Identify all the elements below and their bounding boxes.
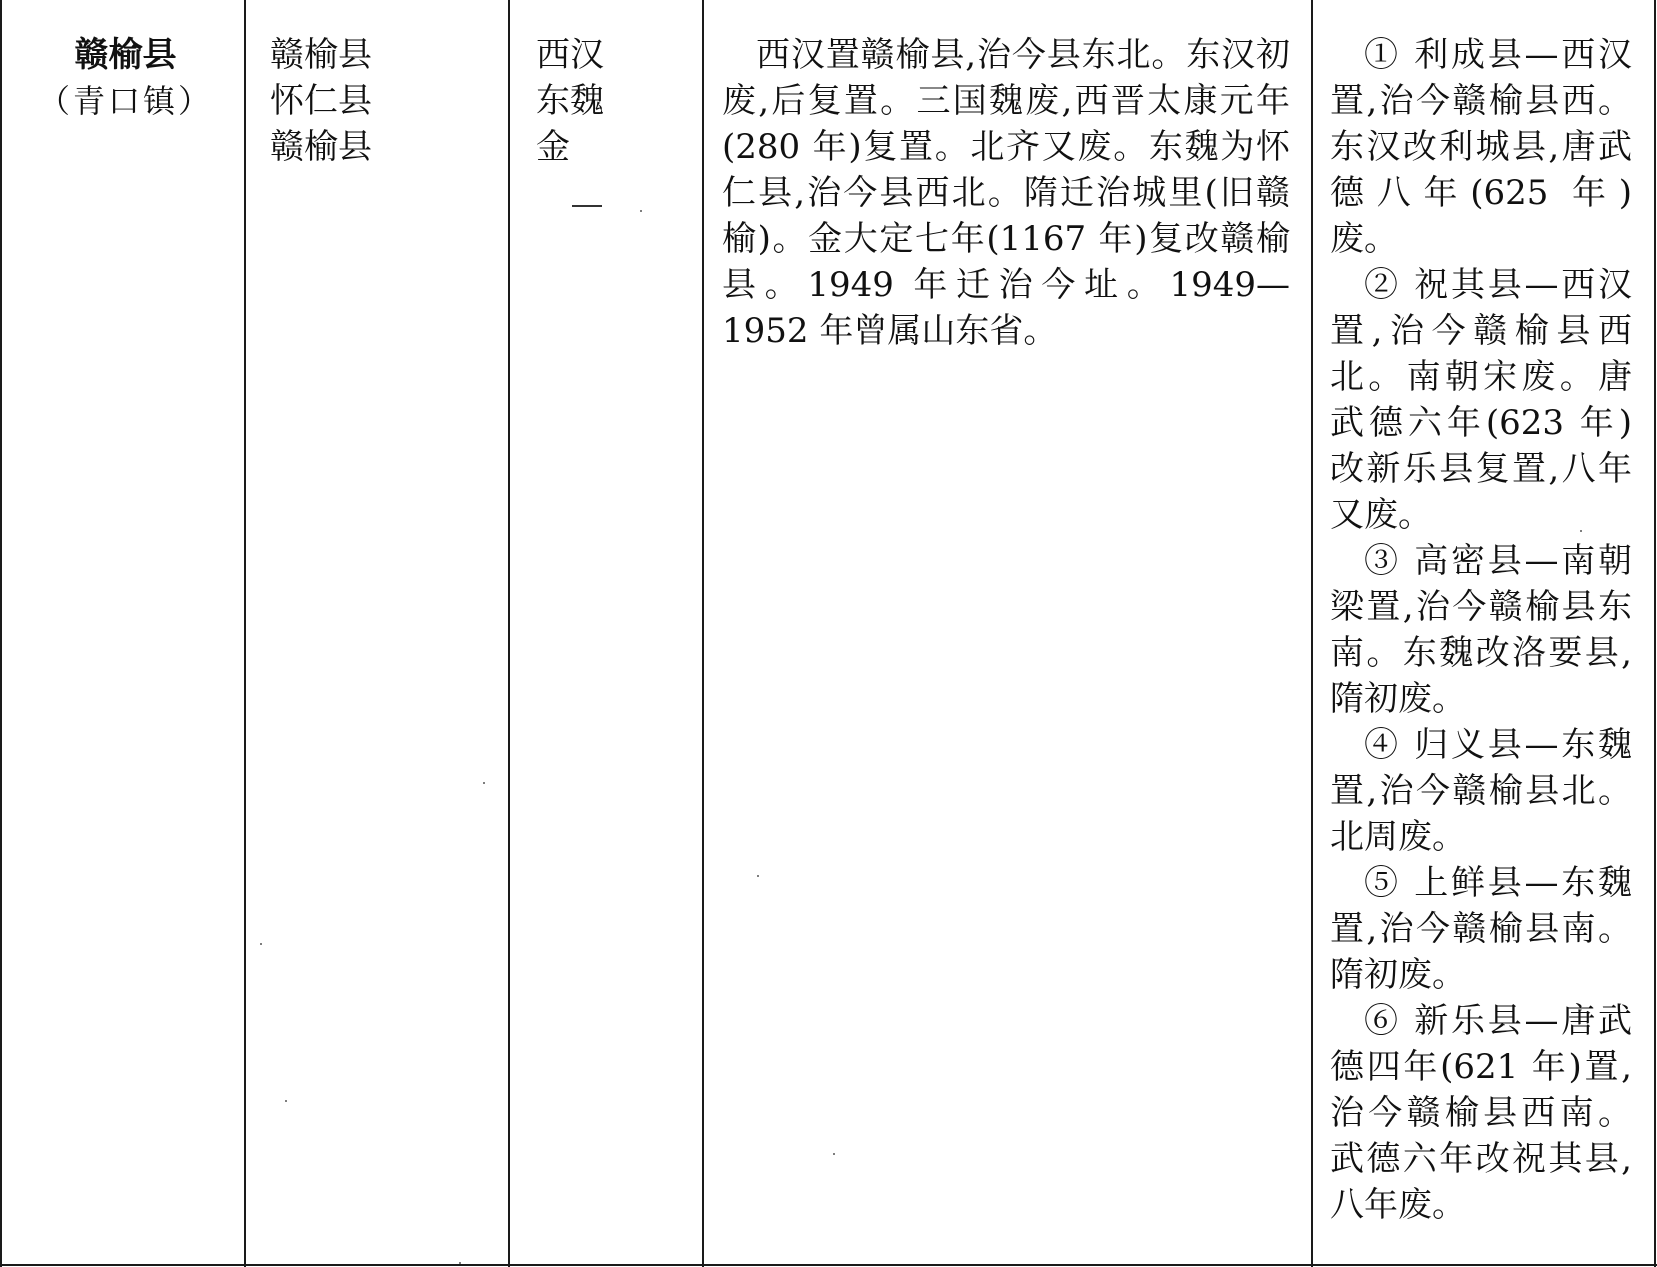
historical-name: 赣榆县 [270, 127, 372, 167]
scan-speck [459, 1262, 461, 1264]
notes-cell [1330, 32, 1632, 1228]
county-seat: （青口镇） [37, 82, 213, 120]
county-cell [18, 32, 233, 124]
county-name: 赣榆县 [74, 35, 177, 75]
scan-speck [483, 782, 485, 784]
history-cell [722, 32, 1290, 354]
history-text: 西汉置赣榆县,治今县东北。东汉初废,后复置。三国魏废,西晋太康元年(280 年)复置。北齐又废。东魏为怀仁县,治今县西北。隋迁治城里(旧赣榆)。金大定七年(1167 年)复改赣榆县。1949 年迁治今址。1949—1952 年曾属山东省。 [722, 35, 1290, 351]
scan-dash [572, 205, 602, 207]
column-divider-3 [702, 0, 704, 1267]
period: 金 [536, 127, 570, 167]
scan-speck [260, 943, 262, 945]
scan-speck [285, 1100, 287, 1102]
table-border-left [0, 0, 2, 1267]
periods-cell [536, 32, 604, 170]
historical-names-cell [270, 32, 372, 170]
scan-speck [833, 1153, 835, 1155]
scan-speck [640, 210, 642, 212]
column-divider-2 [508, 0, 510, 1267]
note-item: ④ 归义县—东魏置,治今赣榆县北。北周废。 [1330, 725, 1632, 857]
note-item: ③ 高密县—南朝梁置,治今赣榆县东南。东魏改洛要县,隋初废。 [1330, 541, 1632, 719]
note-item: ① 利成县—西汉置,治今赣榆县西。东汉改利城县,唐武德八年(625 年)废。 [1330, 35, 1632, 259]
table-bottom-border [0, 1264, 1657, 1266]
note-item: ⑤ 上鲜县—东魏置,治今赣榆县南。隋初废。 [1330, 863, 1632, 995]
historical-name: 赣榆县 [270, 35, 372, 75]
column-divider-1 [244, 0, 246, 1267]
scan-speck [1580, 530, 1582, 532]
note-item: ② 祝其县—西汉置,治今赣榆县西北。南朝宋废。唐武德六年(623 年)改新乐县复置,八年又废。 [1330, 265, 1632, 535]
period: 西汉 [536, 35, 604, 75]
column-divider-4 [1311, 0, 1313, 1267]
scan-speck [757, 875, 759, 877]
historical-name: 怀仁县 [270, 81, 372, 121]
note-item: ⑥ 新乐县—唐武德四年(621 年)置,治今赣榆县西南。武德六年改祝其县,八年废。 [1330, 1001, 1632, 1225]
period: 东魏 [536, 81, 604, 121]
table-border-right [1654, 0, 1656, 1267]
